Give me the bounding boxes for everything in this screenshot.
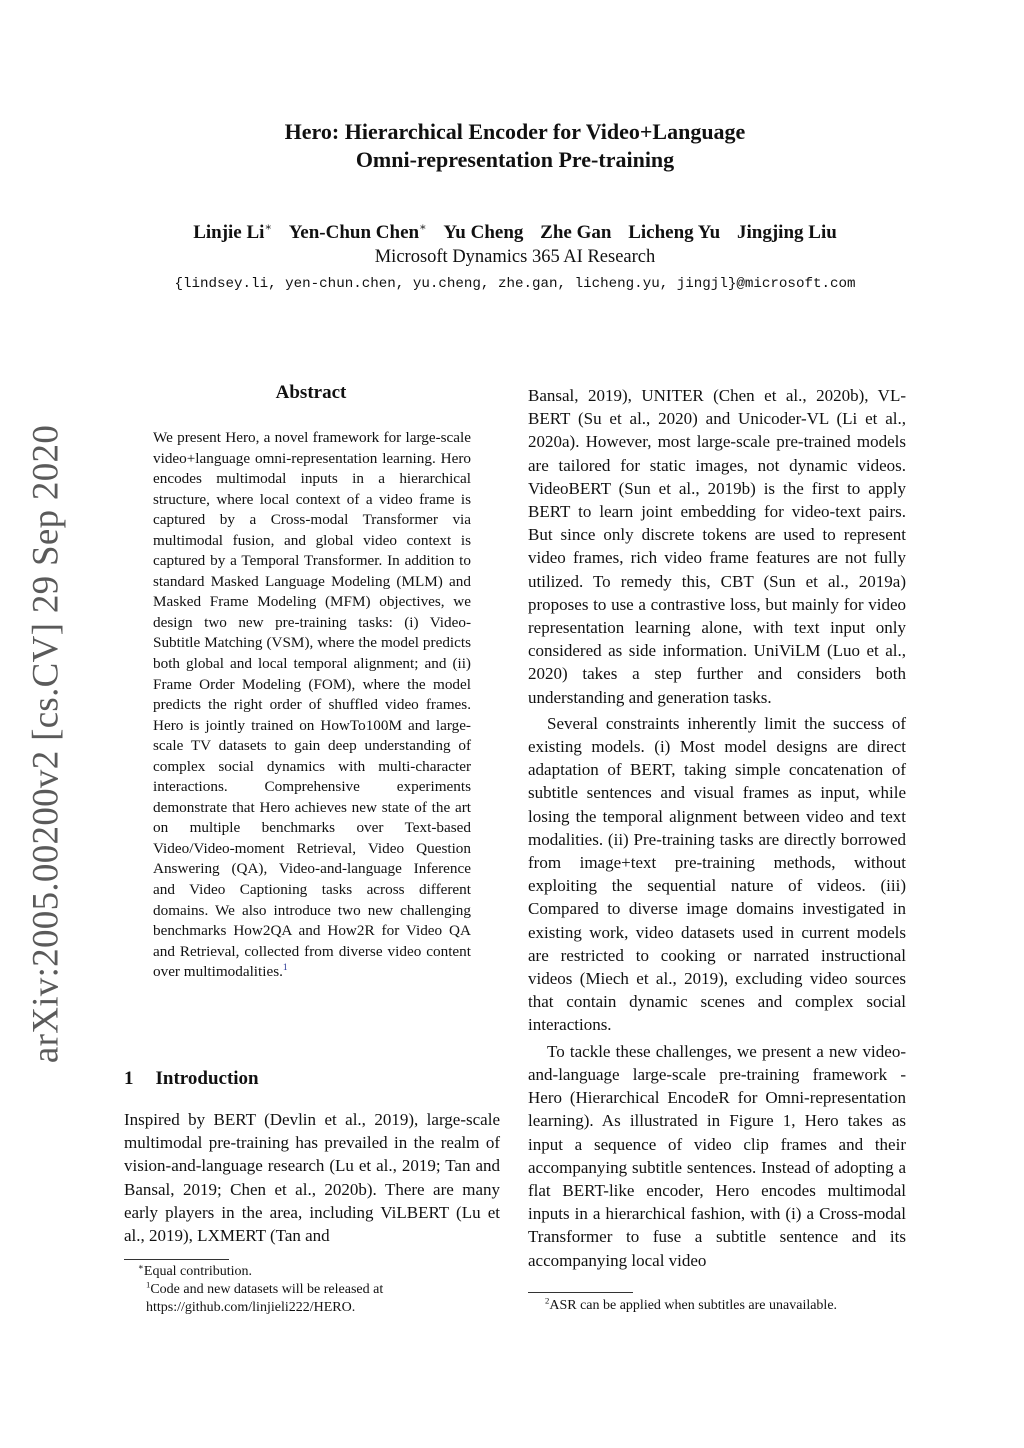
paragraph-text: To tackle these challenges, we present a new video-and-language large-scale pre-training framework - Hero (Hierarchical EncodeR for Omni-representation learning). As illustrated in Figure 1, Hero takes as input a sequence of video clip frames and their accompanying subtitle sentences. Instead of adopting a flat BERT-like encoder, Hero encodes multimodal inputs in a hierarchical fashion, with (i) a Cross-modal Transformer to fuse a subtitle sentence and its accompanying local video xyxy=(528,1041,906,1270)
footnote-mark: 2 xyxy=(545,1295,550,1306)
right-column xyxy=(528,384,906,1275)
paragraph: Bansal, 2019), UNITER (Chen et al., 2020b), VL-BERT (Su et al., 2020) and Unicoder-VL (Li et al., 2020a). However, most large-scale pre-trained models are tailored for static images, not dynamic videos. VideoBERT (Sun et al., 2019b) is the first to apply BERT to learn joint embedding for video-text pairs. But since only discrete tokens are used to represent video frames, rich video frame features are not fully utilized. To remedy this, CBT (Sun et al., 2019a) proposes to use a contrastive loss, but mainly for video representation learning alone, with text input only considered as side information. UniViLM (Luo et al., 2020) takes a step further and considers both understanding and generation tasks. xyxy=(528,386,906,707)
author xyxy=(289,222,427,243)
footnote-text[interactable]: Code and new datasets will be released at https://github.com/linjieli222/HERO. xyxy=(146,1282,384,1315)
footnote-mark: 1 xyxy=(146,1279,151,1290)
abstract-body xyxy=(153,428,471,983)
author-name: Zhe Gan xyxy=(540,222,612,243)
footnote-right xyxy=(545,1297,925,1315)
footnote xyxy=(124,1263,504,1281)
author-name: Licheng Yu xyxy=(628,222,721,243)
paragraph: Several constraints inherently limit the success of existing models. (i) Most model designs are direct adaptation of BERT, taking simple concatenation of subtitle sentences and visual frames as input, while losing the temporal alignment between video and text modalities. (ii) Pre-training tasks are directly borrowed from image+text pre-training methods, without exploiting the sequential nature of videos. (iii) Compared to diverse image domains investigated in existing work, video datasets used in current models are restricted to cooking or narrated instructional videos (Miech et al., 2019), excluding video sources that contain dynamic scenes and complex social interactions. xyxy=(528,713,906,1035)
abstract-text: We present Hero, a novel framework for large-scale video+language omni-representation learning. Hero encodes multimodal inputs in a hierarchical structure, where local context of a video frame is captured by a Cross-modal Transformer via multimodal fusion, and global video context is captured by a Temporal Transformer. In addition to standard Masked Language Modeling (MLM) and Masked Frame Modeling (MFM) objectives, we design two new pre-training tasks: (i) Video-Subtitle Matching (VSM), where the model predicts both global and local temporal alignment; and (ii) Frame Order Modeling (FOM), where the model predicts the right order of shuffled video frames. Hero is jointly trained on HowTo100M and large-scale TV datasets to gain deep understanding of complex social dynamics with multi-character interactions. Comprehensive experiments demonstrate that Hero achieves new state of the art on multiple benchmarks over Text-based Video/Video-moment Retrieval, Video Question Answering (QA), Video-and-language Inference and Video Captioning tasks across different domains. We also introduce two new challenging benchmarks How2QA and How2R for Video QA and Retrieval, collected from diverse video content over multimodalities. xyxy=(153,429,471,981)
footnote-mark: ∗ xyxy=(138,1261,144,1272)
paragraph xyxy=(528,1040,906,1272)
author-list xyxy=(100,222,930,244)
author-mark: ∗ xyxy=(419,221,427,234)
author-name: Yu Cheng xyxy=(443,222,524,243)
author-emails: {lindsey.li, yen-chun.chen, yu.cheng, zhe.gan, licheng.yu, jingjl}@microsoft.com xyxy=(174,276,856,292)
author xyxy=(628,222,720,243)
paragraph: Inspired by BERT (Devlin et al., 2019), large-scale multimodal pre-training has prevailed in the realm of vision-and-language research (Lu et al., 2019; Tan and Bansal, 2019; Chen et al., 2020b). There are many early players in the area, including ViLBERT (Lu et al., 2019), LXMERT (Tan and xyxy=(124,1110,500,1246)
footnote-ref[interactable]: 1 xyxy=(282,963,288,974)
author-mark: ∗ xyxy=(264,221,272,234)
affiliation: Microsoft Dynamics 365 AI Research xyxy=(374,247,656,267)
author xyxy=(540,222,611,243)
footnote-text: ASR can be applied when subtitles are unavailable. xyxy=(549,1298,838,1313)
abstract-heading: Abstract xyxy=(275,382,347,403)
section-title: Introduction xyxy=(155,1068,259,1089)
footnote-rule-left xyxy=(124,1259,229,1260)
author-name: Linjie Li xyxy=(193,222,265,243)
section-number: 1 xyxy=(124,1068,134,1089)
author-name: Yen-Chun Chen xyxy=(288,222,420,243)
section-heading xyxy=(124,1068,259,1090)
paper-title xyxy=(120,118,910,174)
footnotes-left xyxy=(124,1263,504,1317)
footnote xyxy=(124,1281,504,1317)
author-name: Jingjing Liu xyxy=(737,222,837,243)
intro-left-paragraph xyxy=(124,1108,500,1247)
author xyxy=(443,222,523,243)
title-line-2: Omni-representation Pre-training xyxy=(355,147,675,172)
author xyxy=(193,222,272,243)
footnote-rule-right xyxy=(528,1292,633,1293)
author xyxy=(737,222,837,243)
footnote-text: Equal contribution. xyxy=(143,1264,252,1279)
arxiv-stamp: arXiv:2005.00200v2 [cs.CV] 29 Sep 2020 xyxy=(25,424,67,1064)
title-line-1: Hero: Hierarchical Encoder for Video+Language xyxy=(284,119,746,144)
